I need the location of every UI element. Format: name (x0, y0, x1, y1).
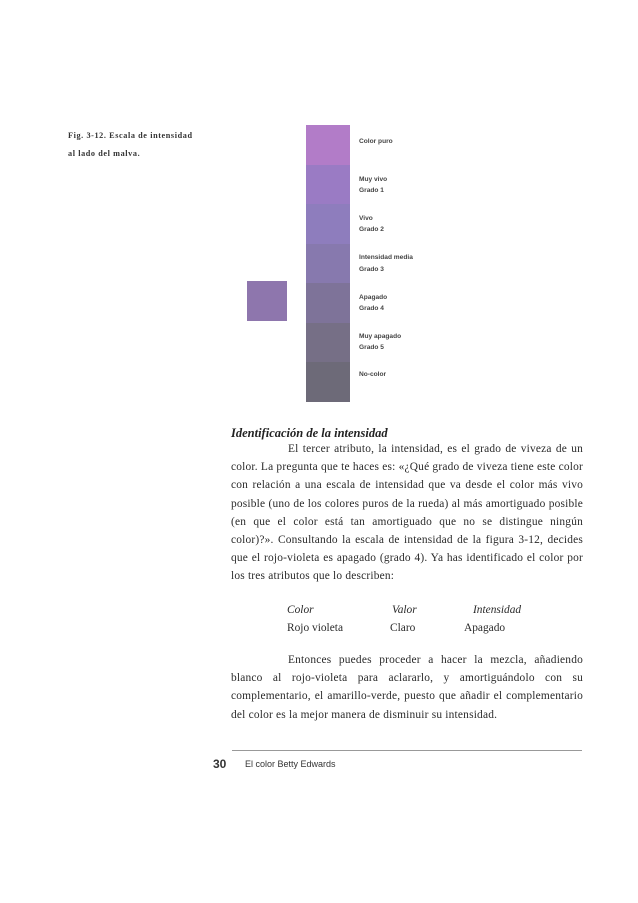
scale-step (306, 283, 350, 323)
label-grado-5: Grado 5 (359, 344, 384, 351)
paragraph-1-text: El tercer atributo, la intensidad, es el grado de viveza de un color. La pregunta que te haces es: «¿Qué grado de viveza tiene este color con relación a una escala de intensidad que va desde el color más vivo posible (uno de los colores puros de la rueda) al más amortiguado posible (en que el color está tan amortiguado que no se distingue ningún color)?». Consultando la escala de intensidad de la figura 3-12, decides que el rojo-violeta es apagado (grado 4). Ya has identificado el color por los tres atributos que lo describen: (231, 443, 583, 583)
table-header-color: Color (287, 604, 314, 616)
page-number: 30 (213, 757, 227, 771)
mauve-swatch (247, 281, 287, 321)
scale-step (306, 165, 350, 205)
paragraph-2-text: Entonces puedes proceder a hacer la mezcla, añadiendo blanco al rojo-violeta para aclararlo, y amortiguándolo con su complementario, el amarillo-verde, puesto que añadir el complementario del color es la mejor manera de disminuir su intensidad. (231, 654, 583, 721)
scale-step (306, 244, 350, 284)
scale-step (306, 125, 350, 165)
intensity-scale (306, 125, 350, 402)
label-no-color: No-color (359, 371, 387, 378)
label-vivo: Vivo (359, 215, 373, 222)
label-grado-1: Grado 1 (359, 187, 384, 194)
paragraph-intensity (231, 440, 583, 586)
label-grado-3: Grado 3 (359, 266, 384, 273)
label-muy-apagado: Muy apagado (359, 333, 402, 340)
label-muy-vivo: Muy vivo (359, 176, 388, 183)
figure-caption (68, 127, 228, 163)
scale-step (306, 323, 350, 363)
scale-step (306, 204, 350, 244)
footer-rule (232, 750, 582, 751)
table-header-valor: Valor (392, 604, 417, 616)
label-intensidad-media: Intensidad media (359, 254, 413, 261)
label-apagado: Apagado (359, 294, 388, 301)
section-heading: Identificación de la intensidad (231, 426, 388, 440)
table-value-valor: Claro (390, 622, 416, 634)
label-grado-4: Grado 4 (359, 305, 384, 312)
caption-line-2: al lado del malva. (68, 149, 141, 158)
label-color-puro: Color puro (359, 138, 393, 145)
paragraph-mixing (231, 651, 583, 724)
table-header-intensidad: Intensidad (473, 604, 522, 616)
caption-line-1: Fig. 3-12. Escala de intensidad (68, 131, 193, 140)
table-value-intensidad: Apagado (464, 622, 506, 634)
scale-step (306, 362, 350, 402)
footer-book-title: El color Betty Edwards (245, 759, 336, 769)
table-value-color: Rojo violeta (287, 622, 343, 634)
label-grado-2: Grado 2 (359, 226, 384, 233)
